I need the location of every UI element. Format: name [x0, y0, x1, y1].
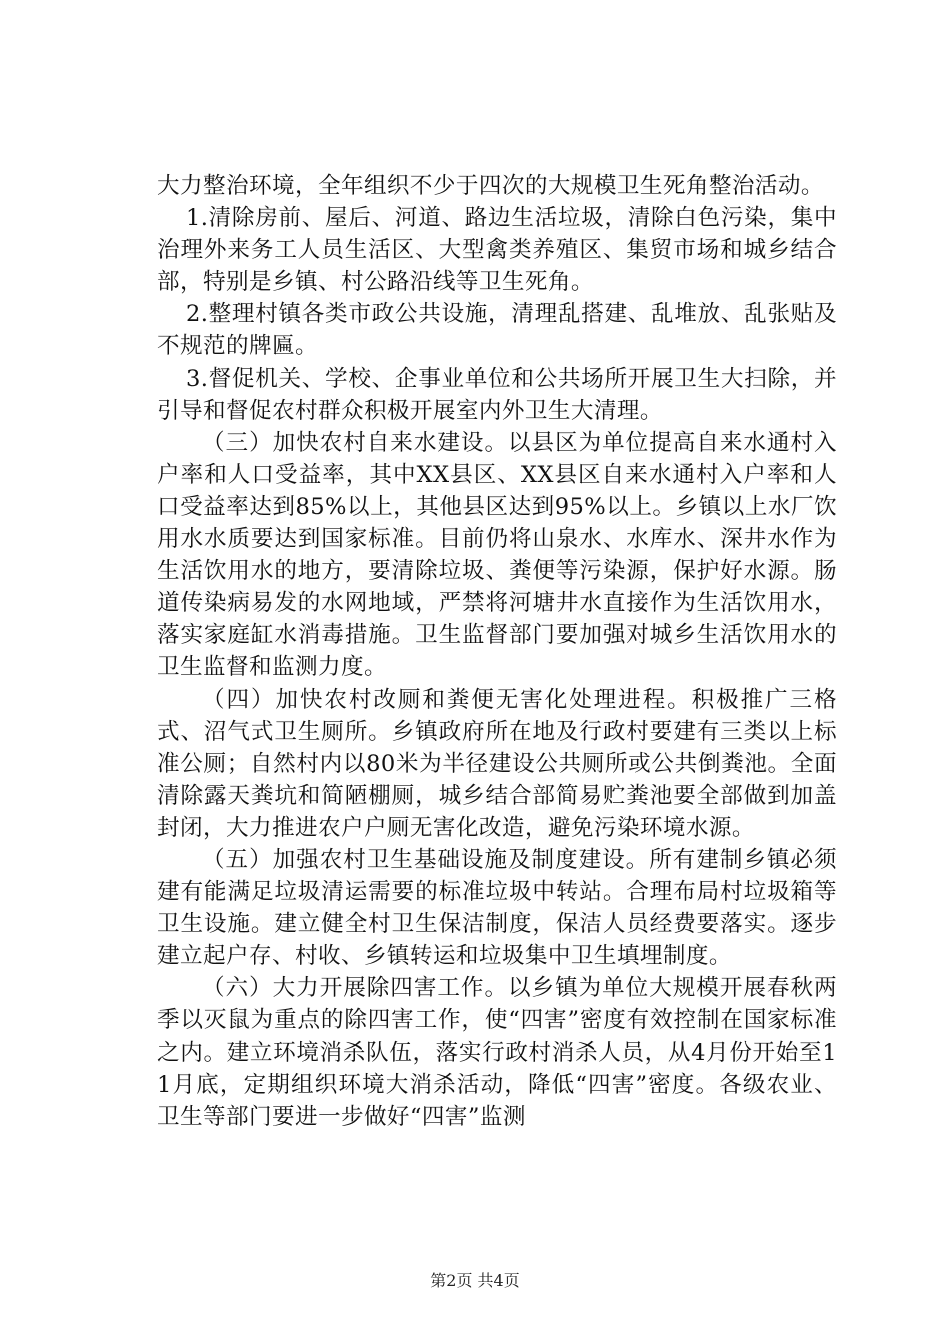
paragraph-section-4: （四）加快农村改厕和粪便无害化处理进程。积极推广三格式、沼气式卫生厕所。乡镇政府所在地及行政村要建有三类以上标准公厕；自然村内以80米为半径建设公共厕所或公共倒粪池。全面清除露天粪坑和简陋棚厕，城乡结合部简易贮粪池要全部做到加盖封闭，大力推进农户户厕无害化改造，避免污染环境水源。: [157, 686, 837, 841]
document-body: [157, 170, 837, 1133]
paragraph-item-1: 1.清除房前、屋后、河道、路边生活垃圾，清除白色污染，集中治理外来务工人员生活区、大型禽类养殖区、集贸市场和城乡结合部，特别是乡镇、村公路沿线等卫生死角。: [157, 205, 837, 296]
page-footer: 第2页 共4页: [430, 1271, 520, 1290]
paragraph-section-6: （六）大力开展除四害工作。以乡镇为单位大规模开展春秋两季以灭鼠为重点的除四害工作，使“四害”密度有效控制在国家标准之内。建立环境消杀队伍，落实行政村消杀人员，从4月份开始至11月底，定期组织环境大消杀活动，降低“四害”密度。各级农业、卫生等部门要进一步做好“四害”监测: [157, 975, 837, 1130]
paragraph-section-3: （三）加快农村自来水建设。以县区为单位提高自来水通村入户率和人口受益率，其中XX县区、XX县区自来水通村入户率和人口受益率达到85%以上，其他县区达到95%以上。乡镇以上水厂饮用水水质要达到国家标准。目前仍将山泉水、水库水、深井水作为生活饮用水的地方，要清除垃圾、粪便等污染源，保护好水源。肠道传染病易发的水网地域，严禁将河塘井水直接作为生活饮用水，落实家庭缸水消毒措施。卫生监督部门要加强对城乡生活饮用水的卫生监督和监测力度。: [157, 429, 837, 681]
paragraph-item-3: 3.督促机关、学校、企事业单位和公共场所开展卫生大扫除，并引导和督促农村群众积极开展室内外卫生大清理。: [157, 365, 837, 424]
paragraph-section-5: （五）加强农村卫生基础设施及制度建设。所有建制乡镇必须建有能满足垃圾清运需要的标准垃圾中转站。合理布局村垃圾箱等卫生设施。建立健全村卫生保洁制度，保洁人员经费要落实。逐步建立起户存、村收、乡镇转运和垃圾集中卫生填埋制度。: [157, 846, 837, 970]
paragraph-item-2: 2.整理村镇各类市政公共设施，清理乱搭建、乱堆放、乱张贴及不规范的牌匾。: [157, 301, 837, 360]
paragraph-intro: 大力整治环境，全年组织不少于四次的大规模卫生死角整治活动。: [157, 173, 824, 199]
